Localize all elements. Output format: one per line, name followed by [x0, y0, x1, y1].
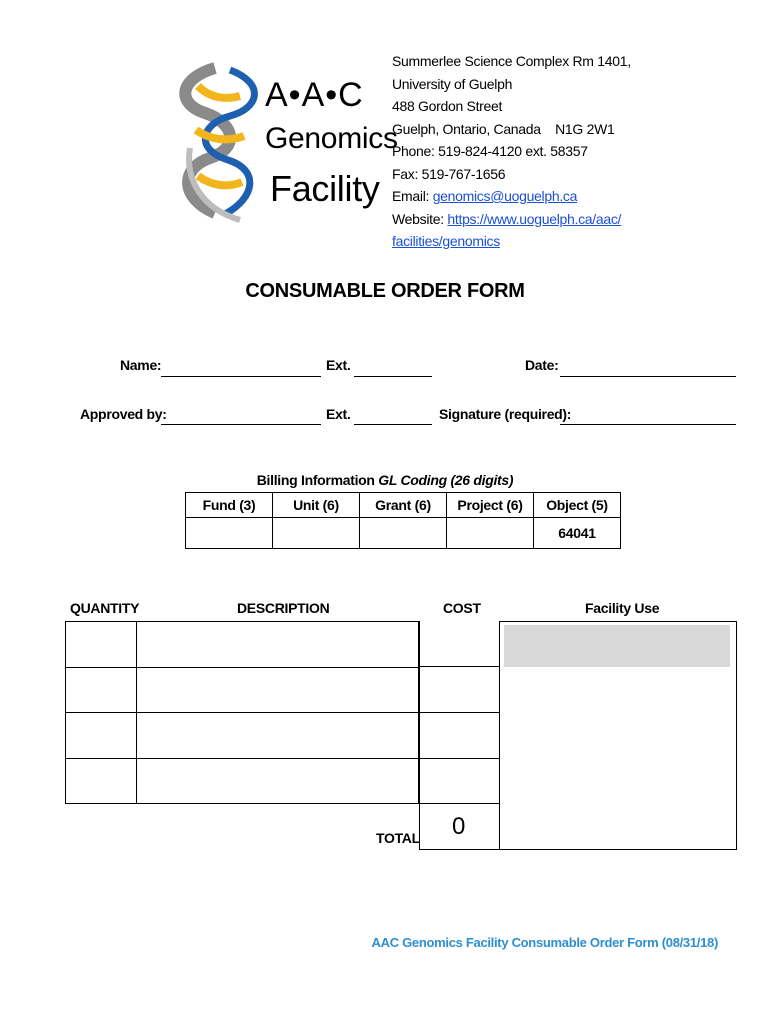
billing-fund-cell[interactable]: [186, 518, 273, 549]
facility-use-box: [499, 621, 737, 850]
address-line: Summerlee Science Complex Rm 1401,: [392, 53, 631, 69]
address-line: Guelph, Ontario, Canada N1G 2W1: [392, 120, 615, 137]
cost-line[interactable]: [420, 666, 499, 667]
billing-title-italic: GL Coding (26 digits): [378, 472, 514, 488]
email-link[interactable]: genomics@uoguelph.ca: [432, 188, 578, 204]
name-field[interactable]: [161, 376, 321, 377]
logo-text-aac: A•A•C: [265, 76, 364, 114]
cost-line[interactable]: [420, 803, 499, 804]
website-link-continued[interactable]: facilities/genomics: [392, 233, 500, 249]
billing-title: [0, 472, 770, 488]
dna-helix-logo-icon: [170, 58, 270, 223]
logo-text-genomics: Genomics: [265, 122, 398, 155]
fax-line: Fax: 519-767-1656: [392, 165, 506, 182]
items-grid: [65, 621, 419, 804]
grid-row-divider: [66, 758, 418, 759]
billing-header-object: Object (5): [534, 493, 621, 518]
ext-field-2[interactable]: [354, 424, 432, 425]
billing-title-text: Billing Information: [256, 472, 379, 488]
approved-by-field[interactable]: [161, 424, 321, 425]
grid-row-divider: [66, 712, 418, 713]
website-label: Website:: [392, 210, 448, 227]
date-label: Date:: [525, 357, 559, 373]
description-header: DESCRIPTION: [237, 600, 330, 616]
billing-header-fund: Fund (3): [186, 493, 273, 518]
cost-header: COST: [443, 600, 481, 616]
cost-line[interactable]: [420, 758, 499, 759]
approved-by-label: Approved by:: [80, 406, 167, 422]
signature-label: Signature (required):: [439, 406, 572, 422]
date-field[interactable]: [560, 376, 736, 377]
quantity-header: QUANTITY: [70, 600, 140, 616]
facility-use-header: Facility Use: [585, 600, 660, 616]
name-label: Name:: [120, 357, 162, 373]
email-label: Email:: [392, 188, 433, 204]
email-line: [392, 185, 631, 208]
billing-unit-cell[interactable]: [273, 518, 360, 549]
billing-project-cell[interactable]: [447, 518, 534, 549]
total-value: 0: [452, 813, 466, 840]
billing-header-unit: Unit (6): [273, 493, 360, 518]
logo-text-facility: Facility: [270, 168, 380, 209]
total-cost-line: [420, 849, 499, 850]
address-line: University of Guelph: [392, 75, 513, 92]
facility-logo: [170, 58, 398, 223]
billing-header-grant: Grant (6): [360, 493, 447, 518]
billing-grant-cell[interactable]: [360, 518, 447, 549]
signature-field[interactable]: [560, 424, 736, 425]
contact-address-block: [392, 50, 631, 253]
facility-use-shaded-area: [504, 625, 730, 667]
ext-label-2: Ext.: [326, 406, 351, 422]
ext-label: Ext.: [326, 357, 351, 373]
website-line: [392, 208, 631, 231]
footer-form-version: AAC Genomics Facility Consumable Order Form (08/31/18): [371, 935, 718, 950]
phone-line: Phone: 519-824-4120 ext. 58357: [392, 143, 588, 159]
address-line: 488 Gordon Street: [392, 98, 503, 114]
ext-field[interactable]: [354, 376, 432, 377]
grid-row-divider: [66, 667, 418, 668]
billing-gl-table: [185, 492, 621, 549]
cost-line[interactable]: [420, 712, 499, 713]
form-title: CONSUMABLE ORDER FORM: [245, 280, 525, 302]
total-label: TOTAL: [376, 830, 420, 846]
billing-header-project: Project (6): [447, 493, 534, 518]
website-line-continued: [392, 230, 631, 253]
website-link[interactable]: https://www.uoguelph.ca/aac/: [447, 210, 622, 227]
billing-object-cell[interactable]: 64041: [534, 518, 621, 549]
